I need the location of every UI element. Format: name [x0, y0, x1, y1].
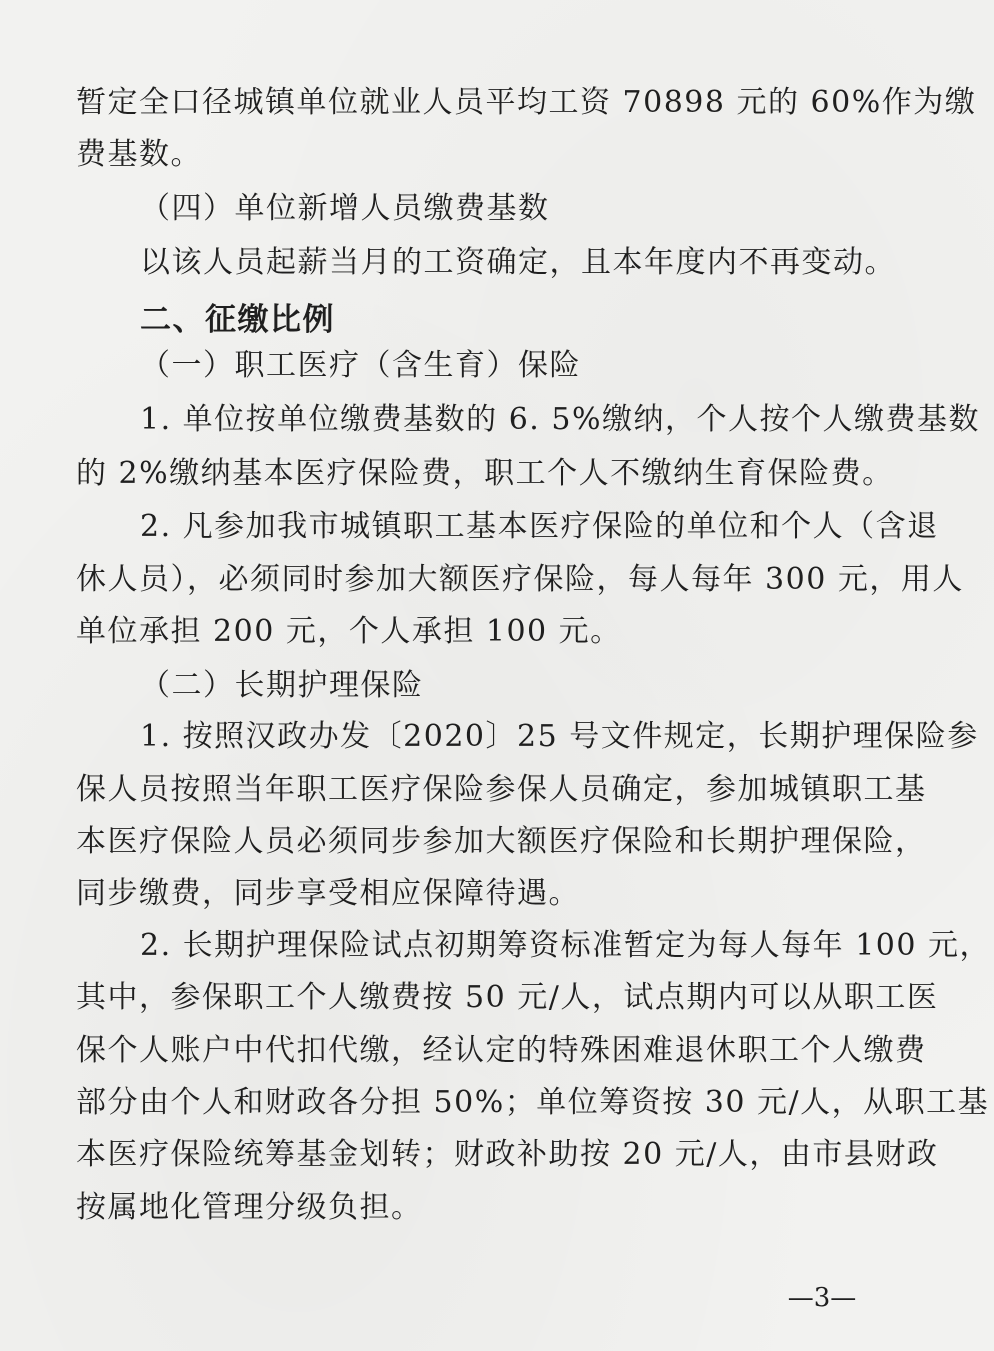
paragraph-line: 2. 凡参加我市城镇职工基本医疗保险的单位和个人（含退 [140, 509, 939, 544]
paragraph-line: 本医疗保险统筹基金划转；财政补助按 20 元/人，由市县财政 [76, 1137, 939, 1172]
paragraph-line: 同步缴费，同步享受相应保障待遇。 [76, 876, 580, 911]
paragraph-line: 以该人员起薪当月的工资确定，且本年度内不再变动。 [140, 245, 896, 280]
page-number: —3— [787, 1283, 857, 1313]
section-subheading: （四）单位新增人员缴费基数 [140, 191, 550, 226]
paragraph-line: 单位承担 200 元，个人承担 100 元。 [76, 614, 622, 649]
paragraph-line: 暂定全口径城镇单位就业人员平均工资 70898 元的 60%作为缴 [76, 85, 977, 120]
paragraph-line: 部分由个人和财政各分担 50%；单位筹资按 30 元/人，从职工基 [76, 1085, 990, 1120]
section-heading: 二、征缴比例 [140, 302, 335, 338]
section-subheading: （一）职工医疗（含生育）保险 [140, 348, 581, 383]
paragraph-line: 休人员），必须同时参加大额医疗保险，每人每年 300 元，用人 [76, 562, 964, 597]
section-subheading: （二）长期护理保险 [140, 668, 424, 703]
paragraph-line: 1. 单位按单位缴费基数的 6. 5%缴纳，个人按个人缴费基数 [140, 402, 980, 437]
paragraph-line: 费基数。 [76, 137, 202, 172]
paragraph-line: 保个人账户中代扣代缴，经认定的特殊困难退休职工个人缴费 [76, 1033, 927, 1068]
paragraph-line: 其中，参保职工个人缴费按 50 元/人，试点期内可以从职工医 [76, 980, 939, 1015]
paragraph-line: 1. 按照汉政办发〔2020〕25 号文件规定，长期护理保险参 [140, 719, 979, 754]
paragraph-line: 按属地化管理分级负担。 [76, 1190, 423, 1225]
paragraph-line: 保人员按照当年职工医疗保险参保人员确定，参加城镇职工基 [76, 772, 927, 807]
paragraph-line: 2. 长期护理保险试点初期筹资标准暂定为每人每年 100 元， [140, 928, 991, 963]
paragraph-line: 的 2%缴纳基本医疗保险费，职工个人不缴纳生育保险费。 [76, 456, 894, 491]
paragraph-line: 本医疗保险人员必须同步参加大额医疗保险和长期护理保险， [76, 824, 927, 859]
